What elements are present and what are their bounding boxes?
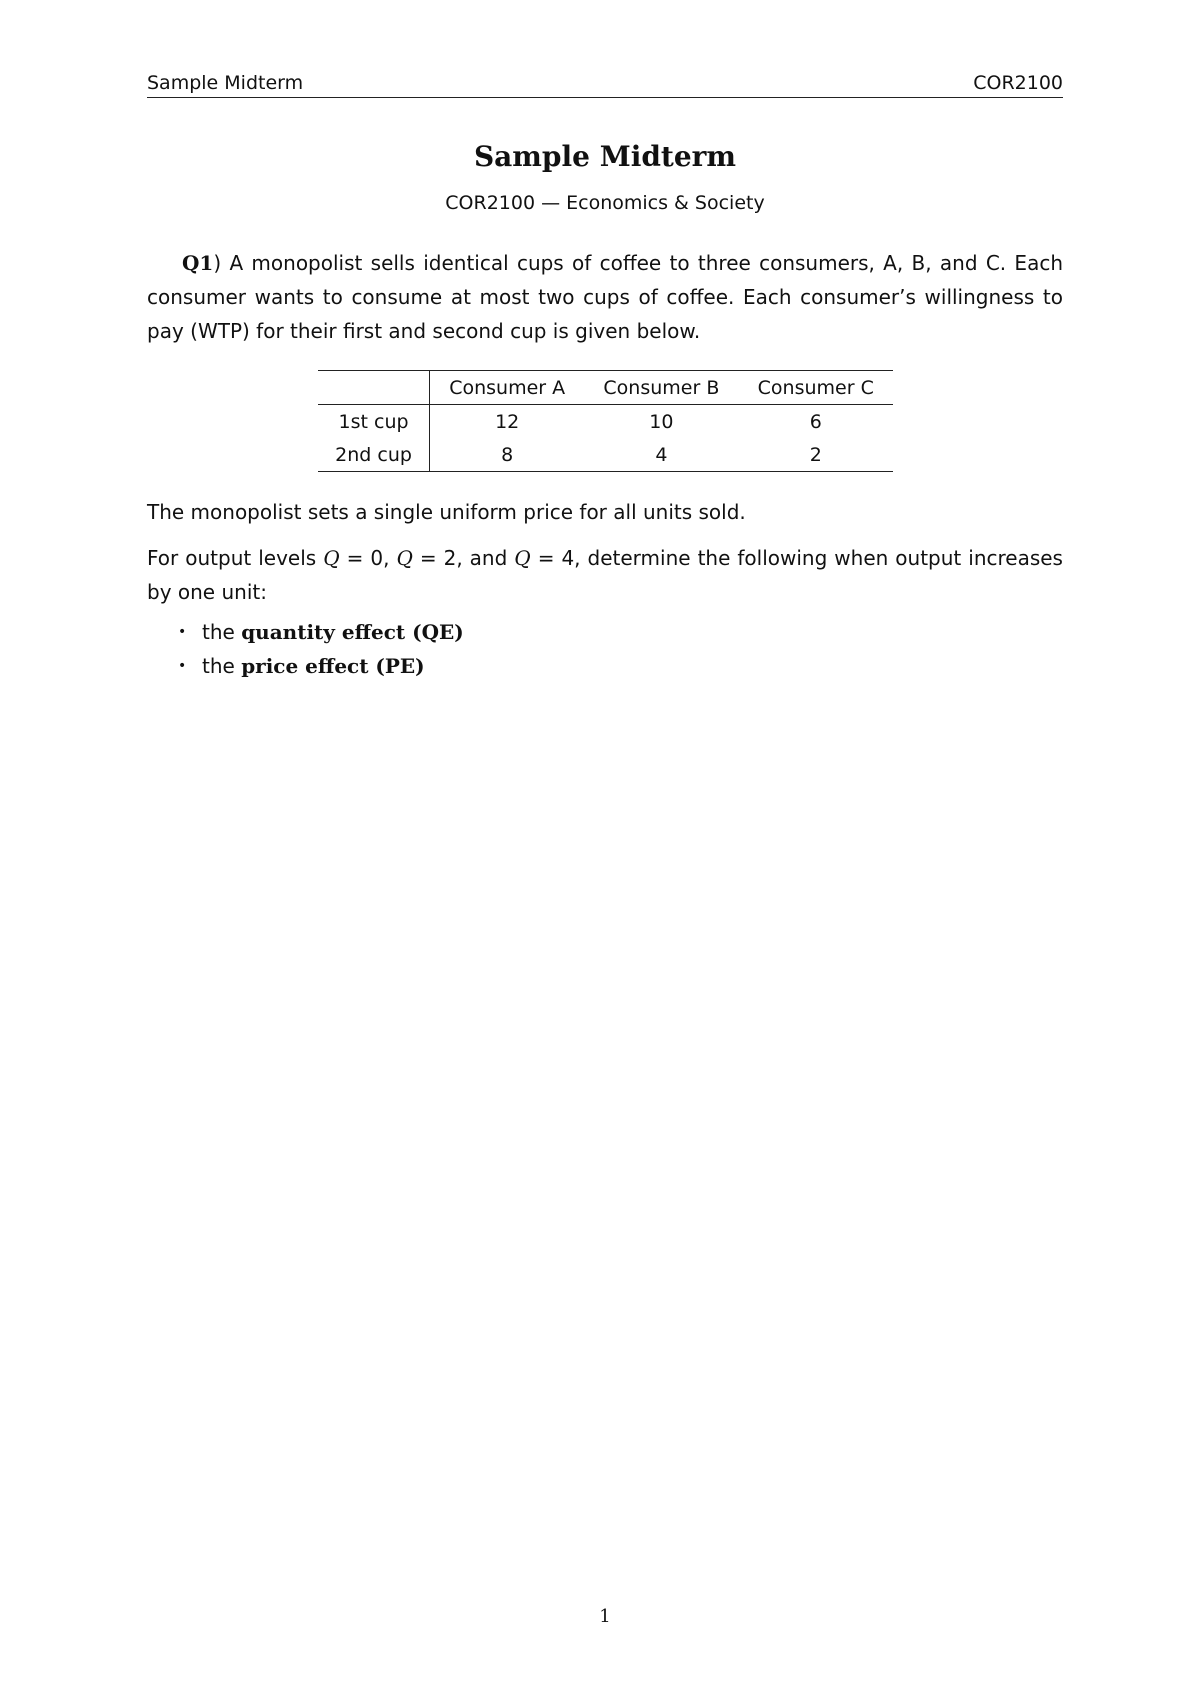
math-variable: Q (323, 546, 340, 570)
table-cell: 8 (501, 443, 514, 466)
question-text: ) A monopolist sells identical cups of coffee to three consumers, A, B, and C. Each consumer wants to consume at most two cups of coffee. Each consumer’s willingness to pay (WTP) for their first and second cup is given below. (147, 251, 1063, 343)
text-run: = 2, and (412, 546, 515, 570)
question-label: Q1 (182, 251, 214, 275)
emphasis: quantity effect (QE) (241, 620, 464, 644)
uniform-price-paragraph: The monopolist sets a single uniform price for all units sold. (147, 500, 746, 524)
question-1-paragraph (147, 246, 1063, 348)
bullet-icon: • (178, 658, 187, 674)
text-run: For output levels (147, 546, 324, 570)
text-run: = 4, determine the following when output increases by one unit: (147, 546, 1063, 604)
math-variable: Q (514, 546, 531, 570)
header-left: Sample Midterm (147, 72, 304, 94)
text-run: the (202, 620, 242, 644)
column-header: Consumer A (449, 376, 566, 399)
output-levels-paragraph (147, 541, 1063, 609)
table-row (318, 405, 893, 439)
list-item (178, 615, 464, 649)
row-label: 1st cup (318, 405, 430, 439)
document-subtitle: COR2100 — Economics & Society (445, 192, 765, 214)
bullet-icon: • (178, 624, 187, 640)
effects-list (178, 615, 464, 683)
emphasis: price effect (PE) (241, 654, 425, 678)
table-cell: 2 (809, 443, 822, 466)
wtp-table (318, 370, 893, 472)
table-row (318, 438, 893, 472)
column-header: Consumer C (757, 376, 874, 399)
table-cell: 12 (495, 410, 520, 433)
row-label: 2nd cup (318, 438, 430, 472)
column-header: Consumer B (603, 376, 720, 399)
running-header (147, 70, 1063, 98)
math-variable: Q (396, 546, 413, 570)
table-cell: 10 (649, 410, 674, 433)
list-item (178, 649, 464, 683)
text-run: the (202, 654, 242, 678)
page-number: 1 (599, 1606, 611, 1627)
table-cell: 4 (655, 443, 668, 466)
text-run: = 0, (339, 546, 397, 570)
table-cell: 6 (809, 410, 822, 433)
header-right: COR2100 (973, 72, 1063, 94)
table-corner-cell (318, 371, 430, 405)
table-header-row (318, 371, 893, 405)
document-title: Sample Midterm (473, 140, 737, 173)
